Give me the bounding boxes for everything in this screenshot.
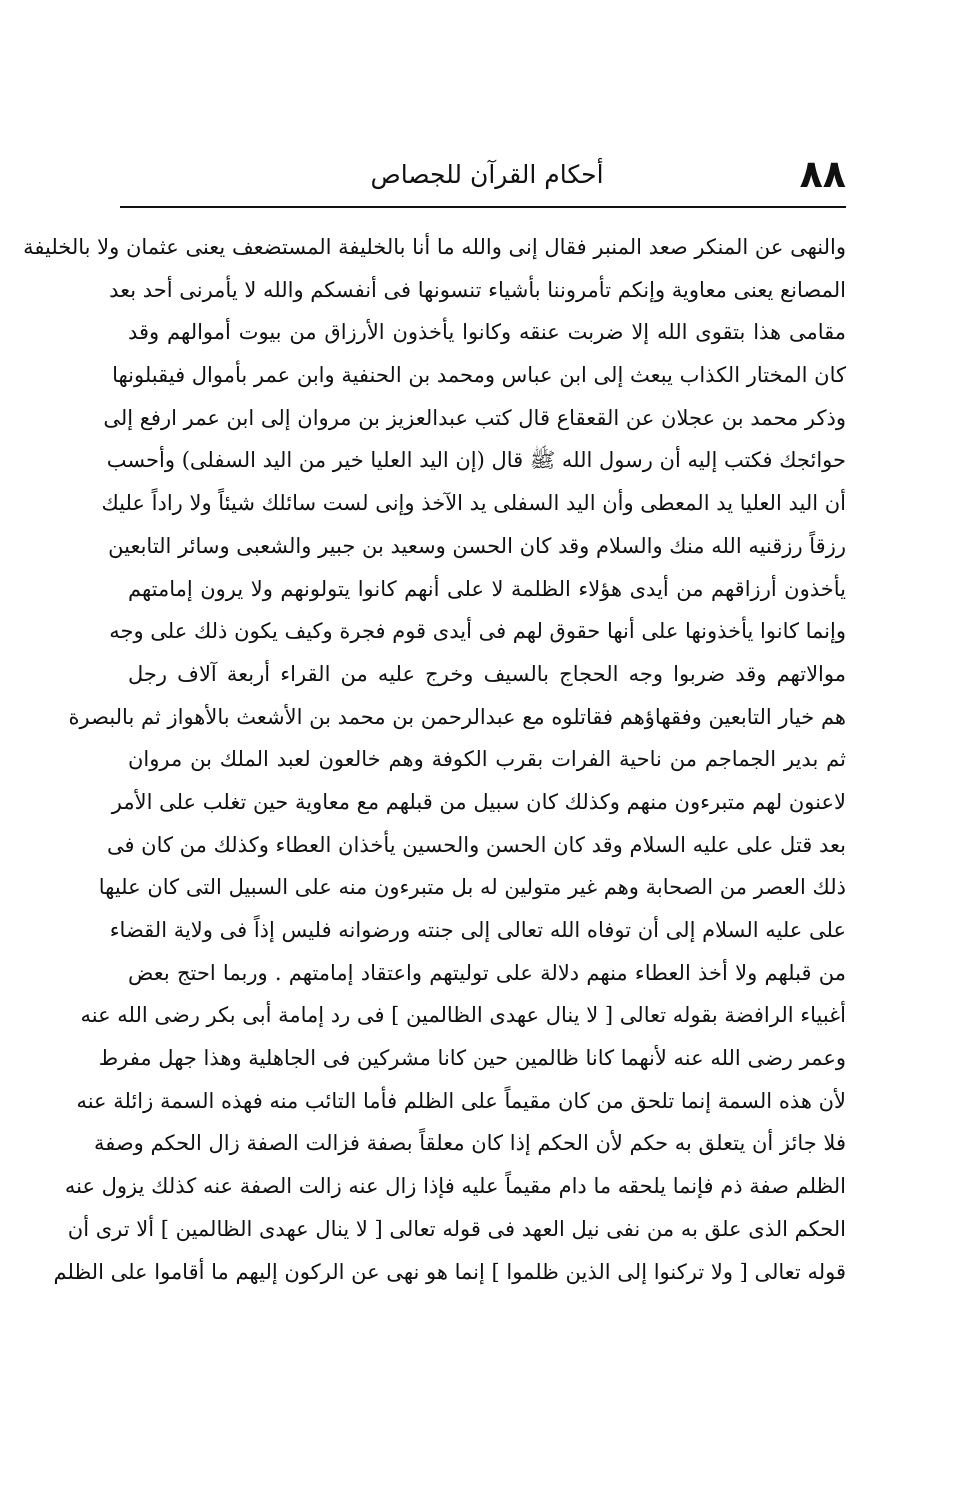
text-line: مقامى هذا بتقوى الله إلا ضربت عنقه وكانوا يأخذون الأرزاق من بيوت أموالهم وقد: [128, 320, 846, 345]
page-number: ٨٨: [799, 152, 846, 196]
page-header: [128, 150, 846, 202]
text-line: أغبياء الرافضة بقوله تعالى [ لا ينال عهدى الظالمين ] فى رد إمامة أبى بكر رضى الله عنه: [80, 1003, 846, 1028]
text-line: حوائجك فكتب إليه أن رسول الله ﷺ قال (إن اليد العليا خير من اليد السفلى) وأحسب: [106, 448, 846, 473]
text-line: وذكر محمد بن عجلان عن القعقاع قال كتب عبدالعزيز بن مروان إلى ابن عمر ارفع إلى: [103, 405, 846, 430]
text-line: المصانع يعنى معاوية وإنكم تأمروننا بأشياء تنسونها فى أنفسكم والله لا يأمرنى أحد بعد: [109, 277, 846, 302]
running-title: أحكام القرآن للجصاص: [370, 160, 604, 189]
text-line: قوله تعالى [ ولا تركنوا إلى الذين ظلموا ] إنما هو نهى عن الركون إليهم ما أقاموا على الظلم: [53, 1259, 846, 1284]
text-line: بعد قتل على عليه السلام وقد كان الحسن والحسين يأخذان العطاء وكذلك من كان فى: [106, 832, 846, 857]
text-line: من قبلهم ولا أخذ العطاء منهم دلالة على توليتهم واعتقاد إمامتهم . وربما احتج بعض: [128, 960, 846, 985]
text-line: موالاتهم وقد ضربوا وجه الحجاج بالسيف وخرج عليه من القراء أربعة آلاف رجل: [128, 661, 846, 686]
text-line: لاعنون لهم متبرءون منهم وكذلك كان سبيل من قبلهم مع معاوية حين تغلب على الأمر: [111, 789, 846, 814]
text-line: الحكم الذى علق به من نفى نيل العهد فى قوله تعالى [ لا ينال عهدى الظالمين ] ألا ترى أن: [67, 1216, 846, 1241]
text-line: أن اليد العليا يد المعطى وأن اليد السفلى يد الآخذ وإنى لست سائلك شيئاً ولا راداً عليك: [101, 491, 846, 516]
text-line: يأخذون أرزاقهم من أيدى هؤلاء الظلمة لا على أنهم كانوا يتولونهم ولا يرون إمامتهم: [128, 576, 846, 601]
text-line: وعمر رضى الله عنه لأنهما كانا ظالمين حين كانا مشركين فى الجاهلية وهذا جهل مفرط: [98, 1046, 846, 1071]
text-line: وإنما كانوا يأخذونها على أنها حقوق لهم فى أيدى قوم فجرة وكيف يكون ذلك على وجه: [109, 619, 846, 644]
text-line: والنهى عن المنكر صعد المنبر فقال إنى والله ما أنا بالخليفة المستضعف يعنى عثمان ولا بالخليفة: [23, 235, 846, 259]
text-line: الظلم صفة ذم فإنما يلحقه ما دام مقيماً عليه فإذا زال عنه زالت الصفة عنه كذلك يزول عنه: [64, 1174, 846, 1199]
text-line: كان المختار الكذاب يبعث إلى ابن عباس ومحمد بن الحنفية وابن عمر بأموال فيقبلونها: [112, 363, 846, 388]
text-line: ذلك العصر من الصحابة وهم غير متولين له بل متبرءون منه على السبيل التى كان عليها: [98, 875, 846, 900]
text-line: هم خيار التابعين وفقهاؤهم فقاتلوه مع عبدالرحمن بن محمد بن الأشعث بالأهواز ثم بالبصرة: [68, 704, 846, 729]
text-line: لأن هذه السمة إنما تلحق من كان مقيماً على الظلم فأما التائب منه فهذه السمة زائلة عنه: [76, 1088, 846, 1113]
text-line: رزقاً رزقنيه الله منك والسلام وقد كان الحسن وسعيد بن جبير والشعبى وسائر التابعين: [108, 533, 846, 558]
text-line: على عليه السلام إلى أن توفاه الله تعالى إلى جنته ورضوانه فليس إذاً فى ولاية القضاء: [109, 918, 846, 942]
header-rule: [120, 206, 846, 208]
body-text: [23, 226, 846, 1293]
text-line: فلا جائز أن يتعلق به حكم لأن الحكم إذا كان معلقاً بصفة فزالت الصفة زال الحكم وصفة: [93, 1131, 846, 1156]
text-line: ثم بدير الجماجم من ناحية الفرات بقرب الكوفة وهم خالعون لعبد الملك بن مروان: [128, 747, 846, 772]
